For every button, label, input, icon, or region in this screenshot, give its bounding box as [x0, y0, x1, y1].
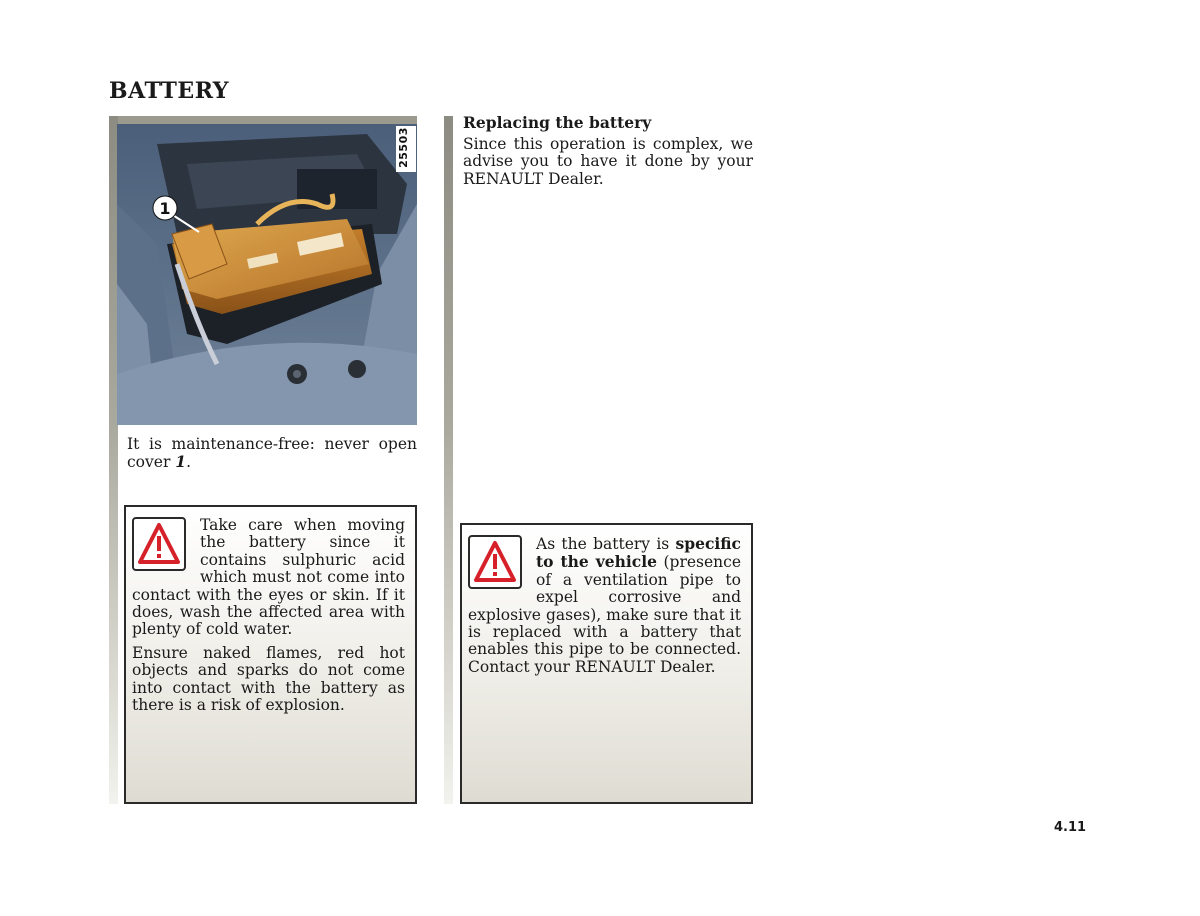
photo-callout-label: 1 — [159, 199, 171, 218]
warning-triangle-icon — [132, 517, 186, 571]
section-heading: Replacing the battery — [463, 113, 652, 132]
photo-reference-number: 25503 — [396, 126, 416, 172]
battery-photo — [117, 124, 417, 425]
replacing-section — [463, 114, 753, 188]
caption-text: It is maintenance-free: never open cover — [127, 435, 417, 471]
acid-warning-box — [124, 505, 417, 804]
page-number: 4.11 — [1054, 820, 1087, 835]
warning-paragraph: Take care when moving the battery since it contains sulphuric acid which must not come into contact with the eyes or skin. If it does, wash the affected area with plenty of cold water. — [132, 516, 405, 639]
warning-triangle-icon — [468, 535, 522, 589]
figure-caption — [127, 435, 417, 471]
page-title: BATTERY — [109, 78, 229, 104]
section-band-right — [444, 116, 453, 804]
section-band-top — [109, 116, 417, 124]
warning-emphasis: specific to the vehicle — [536, 534, 741, 572]
section-text: Since this operation is complex, we advise you to have it done by your RENAULT Dealer. — [463, 134, 753, 188]
caption-ref: 1 — [175, 452, 187, 471]
ventilation-warning-box — [460, 523, 753, 804]
caption-end: . — [186, 453, 192, 471]
warning-paragraph: As the battery is specific to the vehicle (presence of a ventilation pipe to expel corrosive and explosive gases), make sure that it is replaced with a battery that enables this pipe to be connected. Contact your RENAULT Dealer. — [468, 534, 741, 676]
warning-paragraph: Ensure naked flames, red hot objects and sparks do not come into contact with the battery as there is a risk of explosion. — [132, 643, 405, 715]
